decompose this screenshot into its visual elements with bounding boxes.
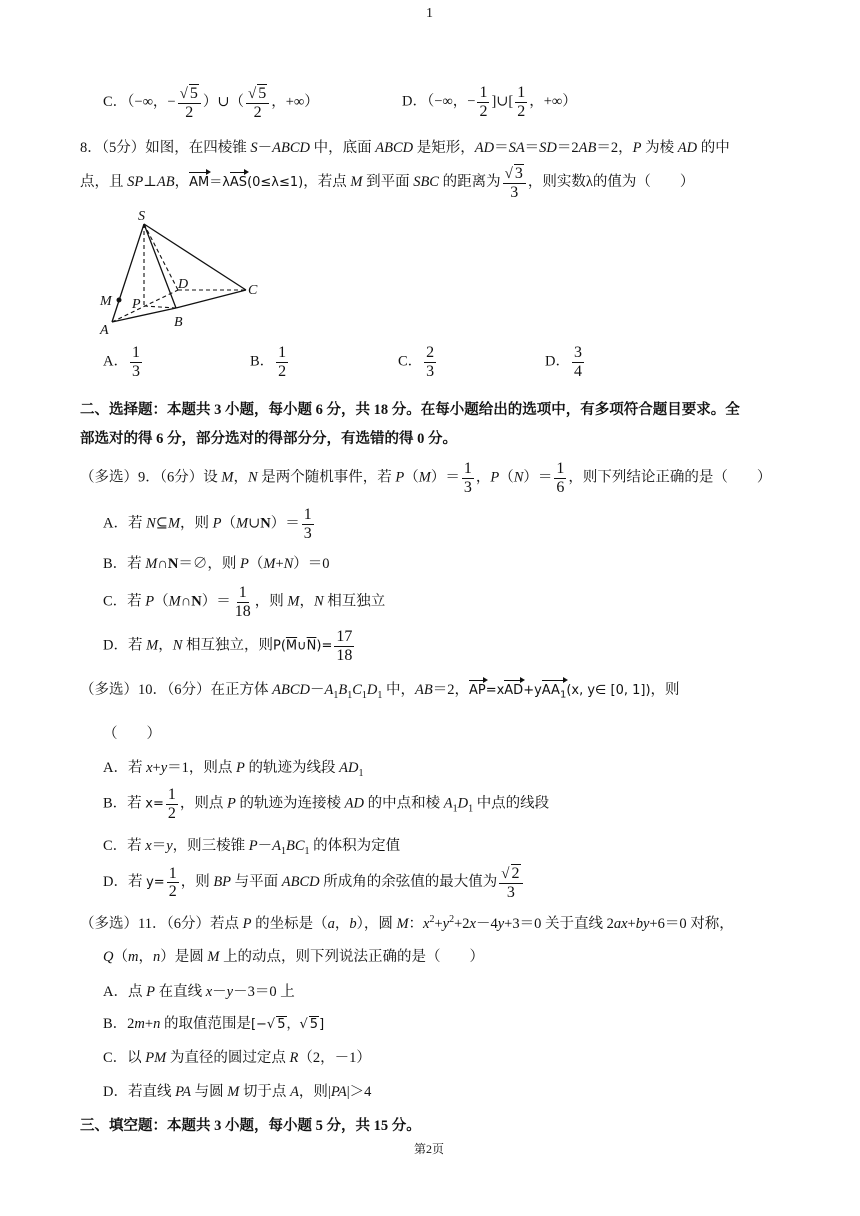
q9-option-c: C．若 P（M∩N）＝ $\frac{1}{18}$ ，则 M，N 相互独立 <box>103 584 386 620</box>
pyramid-figure <box>98 204 268 342</box>
q11-stem-line2: Q（m，n）是圆 M 上的动点，则下列说法正确的是（ ） <box>103 949 485 965</box>
q8-option-d: D． $\frac{3}{4}$ <box>545 344 582 380</box>
q11-option-b: B．2m+n 的取值范围是[−√ 5，√ 5] <box>103 1016 325 1032</box>
page-footer: 第2页 <box>414 1142 445 1156</box>
label-d: D <box>178 277 189 292</box>
q9-option-d: D．若 M，N 相互独立，则$P(\overline{M}\cup\overline{N})=$ $\frac{17}{18}$ <box>103 628 353 664</box>
label-b: B <box>174 315 183 330</box>
q9-option-a: A．若 N⊆M，则 P（M∪N）＝ $\frac{1}{3}$ <box>103 506 312 542</box>
q8-option-b: B． $\frac{1}{2}$ <box>250 344 287 380</box>
q9-stem: （多选）9．（6分）设 M，N 是两个随机事件，若 P（M）＝ $\frac{1}{3}$ ，P（N）＝ $\frac{1}{6}$ ，则下列结论正确的是（ ） <box>80 460 772 496</box>
page-number: 1 <box>426 6 433 21</box>
section2-heading-line1: 二、选择题：本题共 3 小题，每小题 6 分，共 18 分。在每小题给出的选项中，有多项符合题目要求。全 <box>80 402 740 418</box>
q7-option-c: C．（−∞，− $\frac{√ 5}{2}$ ）∪（ $\frac{√ 5}{2}$ ，+∞） <box>103 85 319 121</box>
q10-stem: （多选）10．（6分）在正方体 $ABCD-A_1B_1C_1D_1$ 中，AB＝2，AP=xAD+yAA$_1$(x, y∈ [0, 1])，则 <box>80 678 680 701</box>
q8-stem-line1: 8．（5分）如图，在四棱锥 S－ABCD 中，底面 ABCD 是矩形，AD＝SA＝SD＝2AB＝2，P 为棱 AD 的中 <box>80 140 730 156</box>
q10-option-d: D．若 y= $\frac{1}{2}$ ，则 BP 与平面 ABCD 所成角的余弦值的最大值为 $\frac{√ 2}{3}$ <box>103 864 525 901</box>
q11-stem-line1: （多选）11．（6分）若点 P 的坐标是（a，b），圆 M：$x^2+y^2+2x-4y+3=0$ 关于直线 2ax+by+6＝0 对称， <box>80 914 734 932</box>
q10-option-b: B．若 x= $\frac{1}{2}$ ，则点 P 的轨迹为连接棱 AD 的中点和棱 $A_1D_1$ 中点的线段 <box>103 786 550 822</box>
section2-heading-line2: 部选对的得 6 分，部分选对的得部分分，有选错的得 0 分。 <box>80 431 457 447</box>
q9-option-b: B．若 M∩N＝∅，则 P（M+N）＝0 <box>103 556 330 572</box>
section3-heading: 三、填空题：本题共 3 小题，每小题 5 分，共 15 分。 <box>80 1118 421 1134</box>
q11-option-a: A．点 P 在直线 x－y－3＝0 上 <box>103 984 295 1000</box>
label-c: C <box>248 283 258 298</box>
label-s: S <box>138 209 145 224</box>
q7-option-d: D．（−∞，− $\frac{1}{2}$ ]∪[ $\frac{1}{2}$ ，+∞） <box>402 84 577 120</box>
q11-option-c: C．以 PM 为直径的圆过定点 R（2，－1） <box>103 1050 371 1066</box>
label-a: A <box>100 323 109 338</box>
label-p: P <box>132 297 141 312</box>
q8-stem-line2: 点，且 SP⊥AB，AM＝λAS(0≤λ≤1)，若点 M 到平面 SBC 的距离为 $\frac{√ 3}{3}$ ，则实数λ的值为（ ） <box>80 165 695 201</box>
q8-option-c: C． $\frac{2}{3}$ <box>398 344 435 380</box>
q10-option-a: A．若 x+y＝1，则点 P 的轨迹为线段 $AD_1$ <box>103 760 364 779</box>
q8-option-a: A． $\frac{1}{3}$ <box>103 344 140 380</box>
label-m: M <box>100 294 112 309</box>
q10-option-c: C．若 x＝y，则三棱锥 $P-A_1BC_1$ 的体积为定值 <box>103 838 401 857</box>
q11-option-d: D．若直线 PA 与圆 M 切于点 A，则|PA|＞4 <box>103 1084 372 1100</box>
q10-stem-bracket: （ ） <box>103 726 161 742</box>
